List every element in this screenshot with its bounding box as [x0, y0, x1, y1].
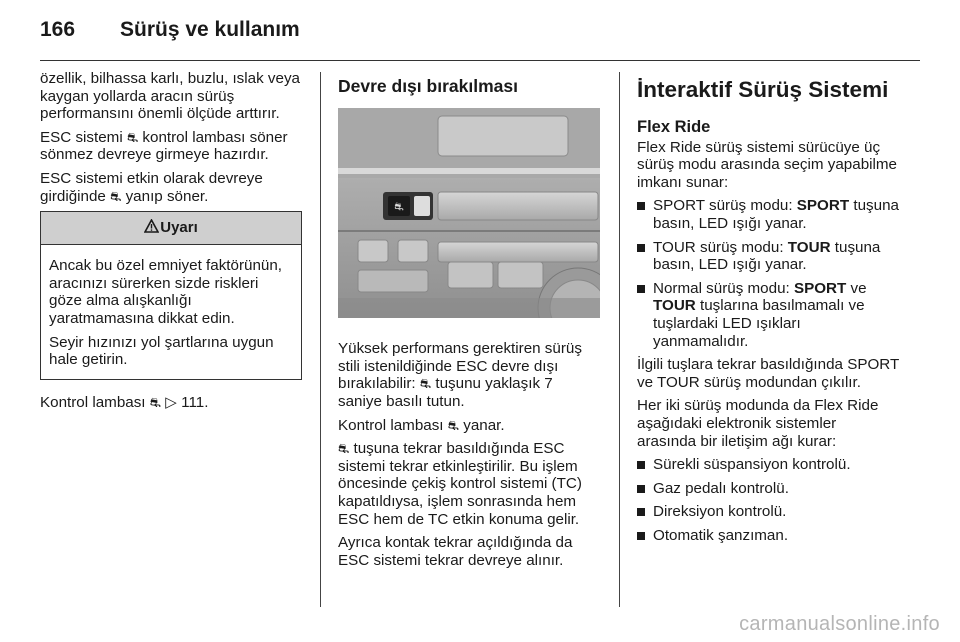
esc-off-icon: ⛐: [110, 188, 122, 204]
paragraph: Yüksek performans gerektiren sürüş stili istenildiğinde ESC devre dışı bırakılabilir: ⛐ tuşunu yaklaşık 7 saniye basılı tutun.: [338, 340, 582, 410]
paragraph: Ayrıca kontak tekrar açıldığında da ESC sistemi tekrar devreye alınır.: [338, 534, 573, 569]
bullet-icon: [637, 244, 645, 252]
column-divider: [619, 72, 620, 607]
esc-off-light-icon: ⛐: [447, 417, 459, 433]
paragraph: Kontrol lambası ⛐ ▷ 111.: [40, 393, 209, 411]
bullet-icon: [637, 461, 645, 469]
bullet-icon: [637, 202, 645, 210]
warning-header: [41, 212, 301, 245]
paragraph: ⛐ tuşuna tekrar basıldığında ESC sistemi tekrar etkinleştirilir. Bu işlem öncesinde çekiş kontrol sistemi (TC) kapatıldıysa, işlem sonrasında hem ESC hem de TC etkin konuma gelir.: [338, 440, 582, 528]
page-header: [40, 18, 300, 42]
list-item: Gaz pedalı kontrolü.: [637, 480, 899, 498]
esc-button-photo: [338, 108, 600, 318]
list-item: Normal sürüş modu: SPORT ve TOUR tuşlarına basılmamalı ve tuşlardaki LED ışıkları yanmamalıdır.: [637, 280, 899, 350]
esc-off-icon: ⛐: [338, 441, 350, 457]
column-divider: [320, 72, 321, 607]
bullet-icon: [637, 485, 645, 493]
system-list: [637, 456, 899, 544]
svg-text:⛐: ⛐: [394, 199, 404, 213]
paragraph: ESC sistemi etkin olarak devreye girdiğinde ⛐ yanıp söner.: [40, 169, 263, 205]
warning-triangle-icon: [144, 219, 159, 233]
warning-box: [40, 211, 302, 380]
bullet-icon: [637, 532, 645, 540]
page-number: 166: [40, 18, 76, 41]
paragraph: ESC sistemi ⛐ kontrol lambası söner sönmez devreye girmeye hazırdır.: [40, 128, 288, 164]
section-heading: İnteraktif Sürüş Sistemi: [637, 77, 889, 102]
warning-text: Ancak bu özel emniyet faktörünün, aracınızı sürerken sizde riskleri göze alma alışkanlığı yaratmamasına dikkat edin.: [49, 257, 283, 327]
list-item: Sürekli süspansiyon kontrolü.: [637, 456, 899, 474]
warning-title: Uyarı: [160, 219, 198, 237]
page-reference-icon: ▷: [165, 393, 177, 411]
list-item: TOUR sürüş modu: TOUR tuşuna basın, LED ışığı yanar.: [637, 239, 899, 274]
page-title: Sürüş ve kullanım: [120, 18, 300, 41]
paragraph: İlgili tuşlara tekrar basıldığında SPORT ve TOUR sürüş modundan çıkılır.: [637, 356, 899, 391]
paragraph: özellik, bilhassa karlı, buzlu, ıslak veya kaygan yollarda aracın sürüş performansını önemli ölçüde arttırır.: [40, 70, 300, 123]
column-2: [338, 70, 600, 575]
header-rule: [40, 60, 920, 61]
list-item: Direksiyon kontrolü.: [637, 503, 899, 521]
warning-text: Seyir hızınızı yol şartlarına uygun hale getirin.: [49, 333, 274, 369]
paragraph: Her iki sürüş modunda da Flex Ride aşağıdaki elektronik sistemler arasında bir iletişim ağı kurar:: [637, 397, 879, 450]
watermark: carmanualsonline.info: [739, 613, 940, 635]
list-item: SPORT sürüş modu: SPORT tuşuna basın, LED ışığı yanar.: [637, 197, 899, 232]
mode-list: [637, 197, 899, 350]
subsection-heading: Flex Ride: [637, 118, 711, 136]
column-3: [637, 70, 899, 550]
column-1: [40, 70, 302, 417]
esc-off-icon: ⛐: [419, 376, 432, 392]
list-item: Otomatik şanzıman.: [637, 527, 899, 545]
esc-off-icon: ⛐: [126, 129, 139, 145]
paragraph: Flex Ride sürüş sistemi sürücüye üç sürüş modu arasında seçim yapabilme imkanı sunar:: [637, 138, 897, 191]
esc-off-icon: ⛐: [149, 394, 161, 410]
bullet-icon: [637, 285, 645, 293]
paragraph: Kontrol lambası ⛐ yanar.: [338, 416, 505, 434]
section-heading: Devre dışı bırakılması: [338, 76, 518, 96]
bullet-icon: [637, 508, 645, 516]
